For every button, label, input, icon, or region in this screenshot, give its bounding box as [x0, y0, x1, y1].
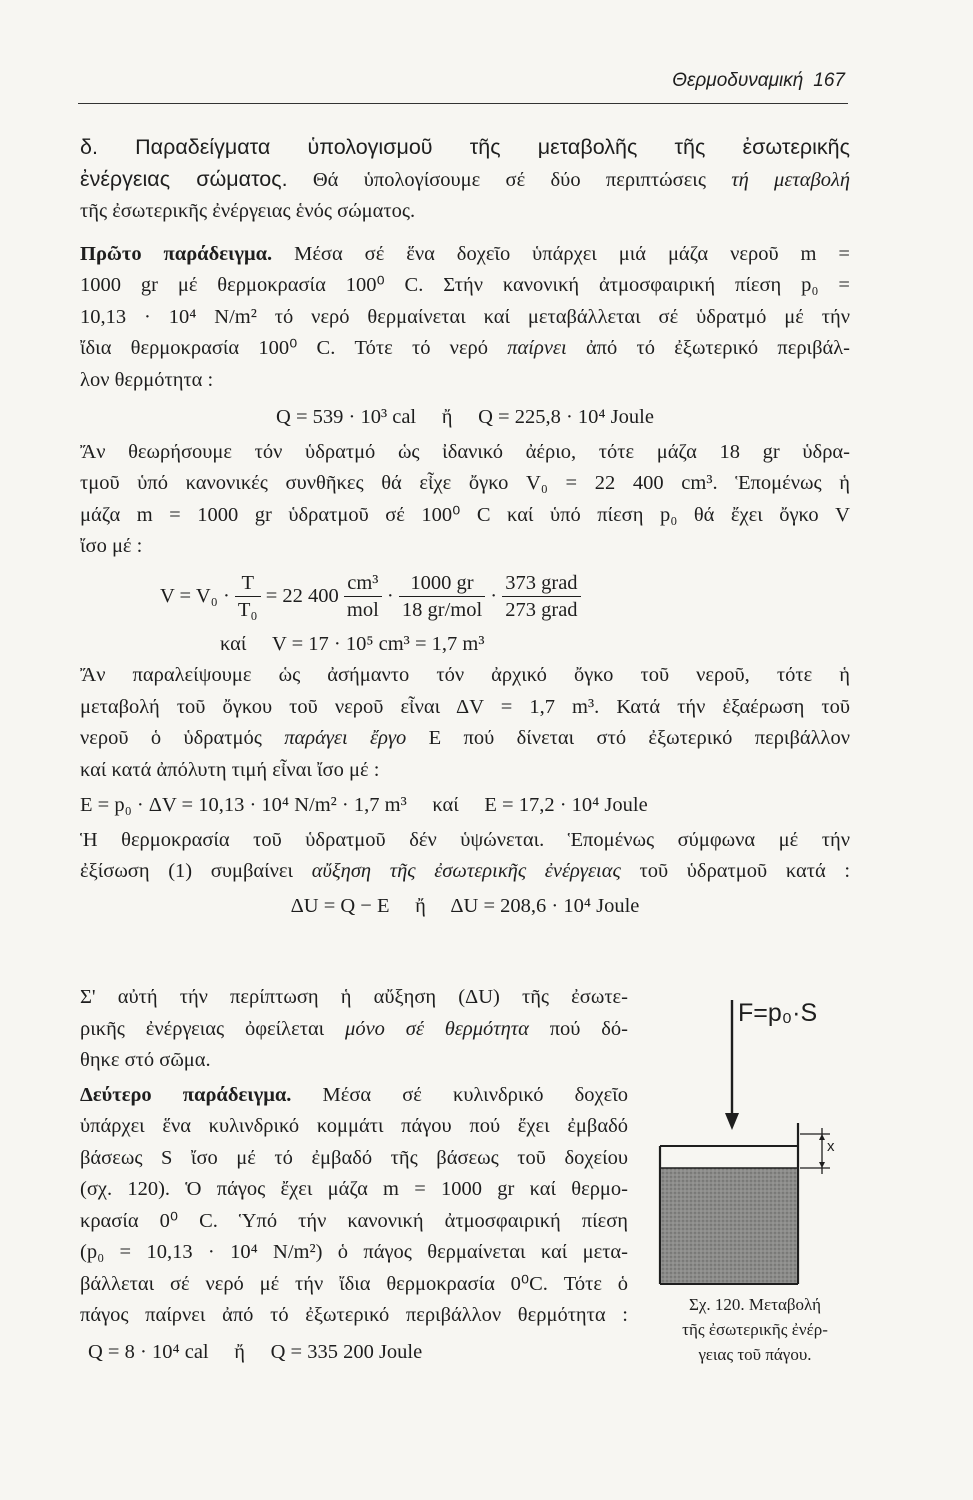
- paragraph-line: Σ' αὐτή τήν περίπτωση ἡ αὔξηση (ΔU) τῆς ἐσωτε-: [80, 986, 628, 1008]
- paragraph-line: ἴσο μέ :: [80, 535, 143, 557]
- paragraph-line: μεταβολή τοῦ ὄγκου τοῦ νεροῦ εἶναι ΔV = 1,7 m³. Κατά τήν ἐξαέρωση τοῦ: [80, 695, 850, 718]
- paragraph-line: (σχ. 120). Ὁ πάγος ἔχει μάζα m = 1000 gr καί θερμο-: [80, 1178, 628, 1200]
- paragraph-line: καί κατά ἀπόλυτη τιμή εἶναι ἴσο μέ :: [80, 758, 380, 781]
- fraction: $\frac{T}{\text{T₀}}$: [235, 570, 261, 623]
- section-intro-line: τῆς ἐσωτερικῆς ἐνέργειας ἑνός σώματος.: [80, 200, 416, 222]
- paragraph-line: λον θερμότητα :: [80, 368, 214, 391]
- header-title: Θερμοδυναμική: [672, 70, 804, 91]
- paragraph-line: ρικῆς ἐνέργειας ὀφείλεται μόνο σέ θερμότητα πού δό-: [80, 1017, 629, 1040]
- fraction: $\frac{\text{cm³}}{\text{mol}}$: [344, 570, 382, 623]
- paragraph-line: κρασία 0⁰ C. Ὑπό τήν κανονική ἀτμοσφαιρική πίεση: [80, 1209, 628, 1232]
- fraction: $\frac{\text{373 grad}}{\text{273 grad}}$: [502, 570, 580, 623]
- equation: ΔU = Q − E ἤ ΔU = 208,6 · 10⁴ Joule: [290, 894, 640, 917]
- running-header: [672, 70, 845, 92]
- paragraph-line: βάλλεται σέ νερό μέ τήν ἴδια θερμοκρασία 0⁰C. Τότε ὁ: [80, 1272, 628, 1295]
- equation: Q = 539 · 10³ cal ἤ Q = 225,8 · 10⁴ Joule: [276, 406, 654, 428]
- equation: Q = 8 · 10⁴ cal ἤ Q = 335 200 Joule: [88, 1340, 423, 1363]
- x-label: x: [827, 1138, 835, 1155]
- paragraph-line: 1000 gr μέ θερμοκρασία 100⁰ C. Στήν κανονική ἀτμοσφαιρική πίεση p₀ =: [80, 274, 850, 296]
- paragraph-line: ἴδια θερμοκρασία 100⁰ C. Τότε τό νερό παίρνει ἀπό τό ἐξωτερικό περιβάλ-: [80, 337, 851, 359]
- example-heading: Πρῶτο παράδειγμα.: [80, 242, 273, 265]
- fraction: $\frac{1000 gr}{\text{18 gr/mol}}$: [399, 570, 485, 623]
- paragraph-line: μάζα m = 1000 gr ὑδρατμοῦ σέ 100⁰ C καί ὑπό πίεση p₀ θά ἔχει ὄγκο V: [80, 503, 850, 526]
- ice-block: [661, 1168, 797, 1283]
- paragraph-line: Ἄν παραλείψουμε ὡς ἀσήμαντο τόν ἀρχικό ὄγκο τοῦ νεροῦ, τότε ἡ: [80, 664, 850, 686]
- equation-fraction: V = V₀ · $\frac{T}{\text{T₀}}$ = 22 400 $\frac{\text{cm³}}{\text{mol}}$ · $\frac{1000 gr}{\text{18 gr/mol}}$ · $\frac{\text{373 grad}}{\text{273 grad}}$: [80, 565, 850, 627]
- paragraph-line: Ἡ θερμοκρασία τοῦ ὑδρατμοῦ δέν ὑψώνεται. Ἑπομένως σύμφωνα μέ τήν: [80, 828, 850, 851]
- paragraph-line: νεροῦ ὁ ὑδρατμός παράγει ἔργο E πού δίνεται στό ἐξωτερικό περιβάλλον: [80, 727, 851, 749]
- paragraph-line: (p₀ = 10,13 · 10⁴ N/m²) ὁ πάγος θερμαίνεται καί μετα-: [80, 1241, 628, 1263]
- section-intro-line: ἐνέργειας σώματος. Θά ὑπολογίσουμε σέ δύο περιπτώσεις τή μεταβολή: [80, 166, 851, 191]
- paragraph-line: τμοῦ ὑπό κανονικές συνθῆκες θά εἶχε ὄγκο V₀ = 22 400 cm³. Ἑπομένως ἡ: [80, 472, 850, 494]
- paragraph-line: 10,13 · 10⁴ N/m² τό νερό θερμαίνεται καί μεταβάλλεται σέ ὑδρατμό μέ τήν: [80, 305, 850, 328]
- equation: E = p₀ · ΔV = 10,13 · 10⁴ N/m² · 1,7 m³ καί E = 17,2 · 10⁴ Joule: [80, 794, 648, 816]
- main-text: [80, 132, 850, 928]
- paragraph-line: πάγος παίρνει ἀπό τό ἐξωτερικό περιβάλλον θερμότητα :: [80, 1304, 628, 1326]
- section-title: δ. Παραδείγματα ὑπολογισμοῦ τῆς μεταβολῆς τῆς ἐσωτερικῆς: [80, 135, 850, 159]
- equation: καί V = 17 · 10⁵ cm³ = 1,7 m³: [220, 632, 485, 655]
- example-heading: Δεύτερο παράδειγμα.: [80, 1083, 292, 1106]
- paragraph-line: Δεύτερο παράδειγμα. Μέσα σέ κυλινδρικό δοχεῖο: [80, 1083, 628, 1106]
- narrow-text: [80, 982, 628, 1368]
- figure-drawing: [650, 988, 850, 1288]
- figure-caption: Σχ. 120. Μεταβολή τῆς ἐσωτερικῆς ἐνέρ- γειας τοῦ πάγου.: [682, 1295, 828, 1364]
- header-rule: [78, 103, 848, 104]
- paragraph-line: θηκε στό σῶμα.: [80, 1049, 211, 1071]
- paragraph-line: ὑπάρχει ἕνα κυλινδρικό κομμάτι πάγου πού ἔχει ἐμβαδό: [80, 1115, 628, 1137]
- paragraph-line: Ἄν θεωρήσουμε τόν ὑδρατμό ὡς ἰδανικό ἀέριο, τότε μάζα 18 gr ὑδρα-: [80, 440, 850, 463]
- page-number: 167: [813, 70, 845, 91]
- force-label: F=p₀·S: [738, 999, 818, 1027]
- paragraph-line: βάσεως S ἴσο μέ τό ἐμβαδό τῆς βάσεως τοῦ δοχείου: [80, 1146, 628, 1169]
- paragraph-line: Πρῶτο παράδειγμα. Μέσα σέ ἕνα δοχεῖο ὑπάρχει μιά μάζα νεροῦ m =: [80, 242, 850, 265]
- paragraph-line: ἐξίσωση (1) συμβαίνει αὔξηση τῆς ἐσωτερικῆς ἐνέργειας τοῦ ὑδρατμοῦ κατά :: [80, 860, 851, 882]
